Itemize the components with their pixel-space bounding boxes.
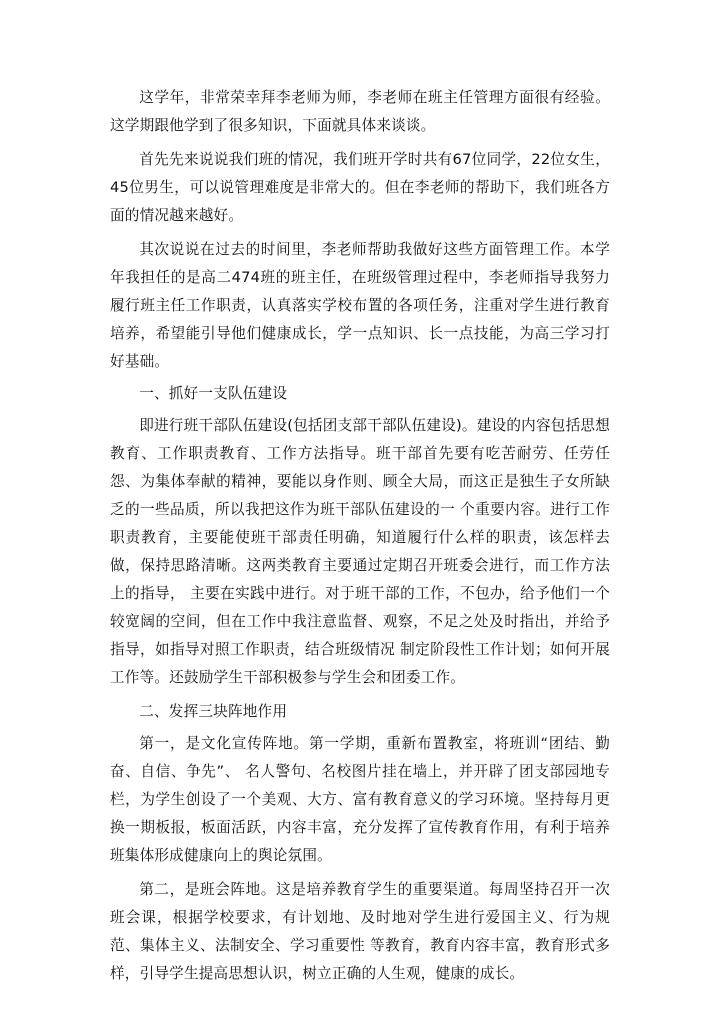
paragraph-team-building: 即进行班干部队伍建设(包括团支部干部队伍建设)。建设的内容包括思想教育、工作职责教育、工作方法指导。班干部首先要有吃苦耐劳、任劳任怨、为集体奉献的精神，要能以身作则、顾全大局，而这正是独生子女所缺乏的一些品质，所以我把这作为班干部队伍建设的一 个重要内容。进行工作职责教育，主要能使班干部责任明确，知道履行什么样的职责，该怎样去做，保持思路清晰。这两类教育主要通过定期召开班委会进行，而工作方法上的指导， 主要在实践中进行。对于班干部的工作，不包办，给予他们一个较宽阔的空间，但在工作中我注意监督、观察，不足之处及时指出，并给予指导，如指导对照工作职责，结合班级情况 制定阶段性工作计划；如何开展工作等。还鼓励学生干部积极参与学生会和团委工作。 (110, 417, 610, 686)
section-heading-three-positions: 二、发挥三块阵地作用 (139, 703, 288, 720)
paragraph-class-meeting-position: 第二，是班会阵地。这是培养教育学生的重要渠道。每周坚持召开一次班会课，根据学校要求，有计划地、及时地对学生进行爱国主义、行为规范、集体主义、法制安全、学习重要性 等教育，教育内容丰富，教育形式多样，引导学生提高思想认识，树立正确的人生观，健康的成长。 (110, 881, 610, 982)
section-heading-team-building: 一、抓好一支队伍建设 (139, 385, 288, 402)
paragraph-intro: 这学年，非常荣幸拜李老师为师，李老师在班主任管理方面很有经验。这学期跟他学到了很多知识，下面就具体来谈谈。 (110, 89, 610, 134)
paragraph-class-situation: 首先先来说说我们班的情况，我们班开学时共有67位同学，22位女生，45位男生，可以说管理难度是非常大的。但在李老师的帮助下，我们班各方面的情况越来越好。 (110, 151, 610, 224)
paragraph-culture-position: 第一，是文化宣传阵地。第一学期，重新布置教室，将班训“团结、勤奋、自信、争先”、 名人警句、名校图片挂在墙上，并开辟了团支部园地专栏，为学生创设了一个美观、大方、富有教育意义的学习环境。坚持每月更换一期板报，板面活跃，内容丰富，充分发挥了宣传教育作用，有利于培养班集体形成健康向上的舆论氛围。 (110, 735, 610, 864)
paragraph-management-work: 其次说说在过去的时间里，李老师帮助我做好这些方面管理工作。本学年我担任的是高二474班的班主任，在班级管理过程中，李老师指导我努力履行班主任工作职责，认真落实学校布置的各项任务，注重对学生进行教育培养，希望能引导他们健康成长，学一点知识、长一点技能，为高三学习打好基础。 (110, 241, 610, 370)
